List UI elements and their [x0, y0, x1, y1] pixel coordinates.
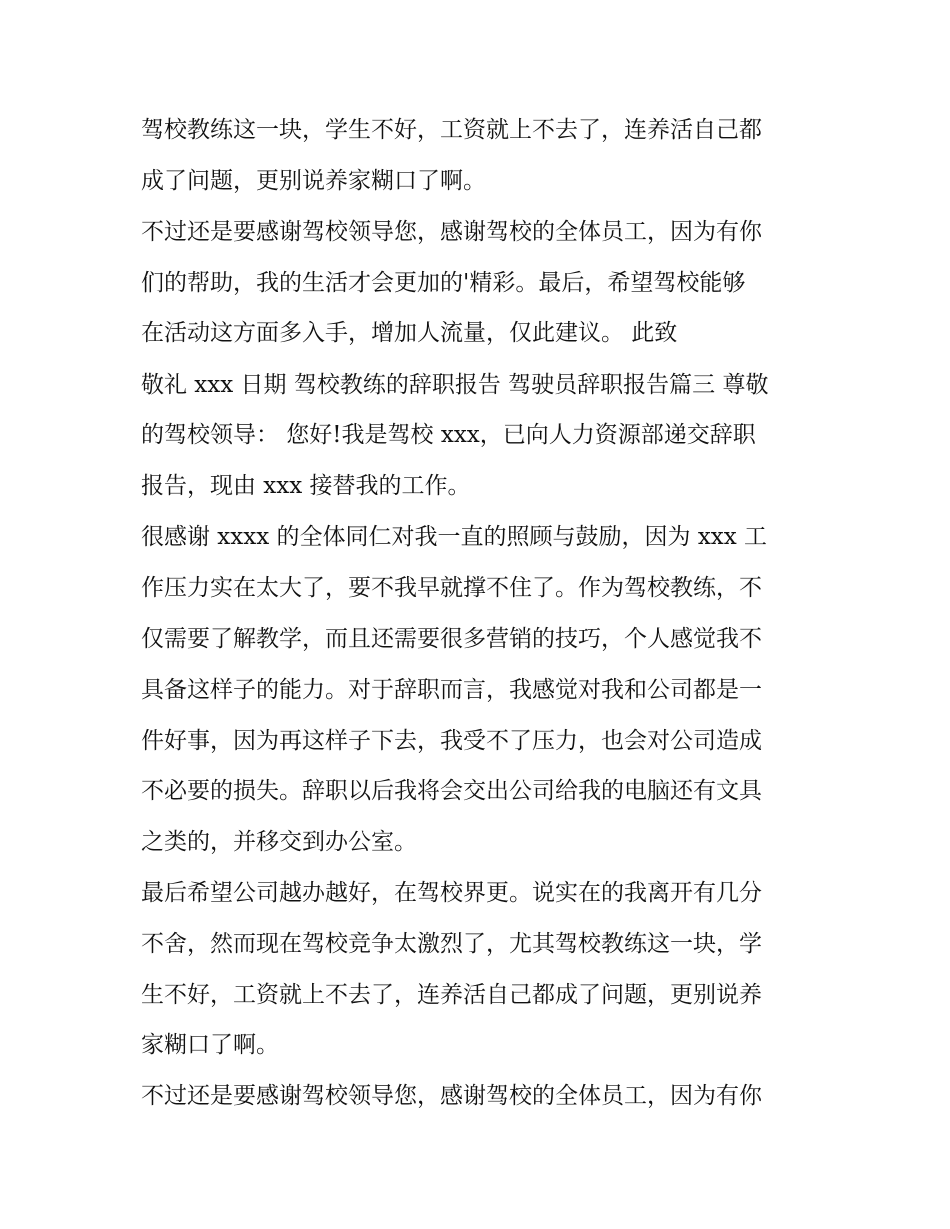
text-line: 不舍，然而现在驾校竞争太激烈了，尤其驾校教练这一块，学 — [141, 931, 762, 957]
text-line: 在活动这方面多入手，增加人流量，仅此建议。 此致 — [141, 320, 678, 346]
text-line: 不过还是要感谢驾校领导您，感谢驾校的全体员工，因为有你 — [141, 1083, 762, 1109]
text-line: 最后希望公司越办越好，在驾校界更。说实在的我离开有几分 — [141, 880, 762, 906]
text-line: 之类的，并移交到办公室。 — [141, 829, 417, 855]
text-line: 成了问题，更别说养家糊口了啊。 — [141, 168, 486, 194]
text-line: 敬礼 xxx 日期 驾校教练的辞职报告 驾驶员辞职报告篇三 尊敬 — [141, 372, 769, 398]
text-line: 作压力实在太大了，要不我早就撑不住了。作为驾校教练，不 — [141, 575, 762, 601]
text-line: 的驾校领导： 您好!我是驾校 xxx，已向人力资源部递交辞职 — [141, 422, 756, 448]
text-line: 仅需要了解教学，而且还需要很多营销的技巧，个人感觉我不 — [141, 626, 762, 652]
text-line: 不过还是要感谢驾校领导您，感谢驾校的全体员工，因为有你 — [141, 219, 762, 245]
text-line: 报告，现由 xxx 接替我的工作。 — [141, 473, 471, 499]
text-line: 家糊口了啊。 — [141, 1032, 279, 1058]
text-line: 生不好，工资就上不去了，连养活自己都成了问题，更别说养 — [141, 982, 762, 1008]
text-line: 件好事，因为再这样子下去，我受不了压力，也会对公司造成 — [141, 728, 762, 754]
text-line: 很感谢 xxxx 的全体同仁对我一直的照顾与鼓励，因为 xxx 工 — [141, 524, 768, 550]
text-line: 具备这样子的能力。对于辞职而言，我感觉对我和公司都是一 — [141, 677, 762, 703]
text-line: 驾校教练这一块，学生不好，工资就上不去了，连养活自己都 — [141, 117, 762, 143]
text-line: 们的帮助，我的生活才会更加的'精彩。最后，希望驾校能够 — [141, 270, 746, 296]
text-line: 不必要的损失。辞职以后我将会交出公司给我的电脑还有文具 — [141, 778, 762, 804]
